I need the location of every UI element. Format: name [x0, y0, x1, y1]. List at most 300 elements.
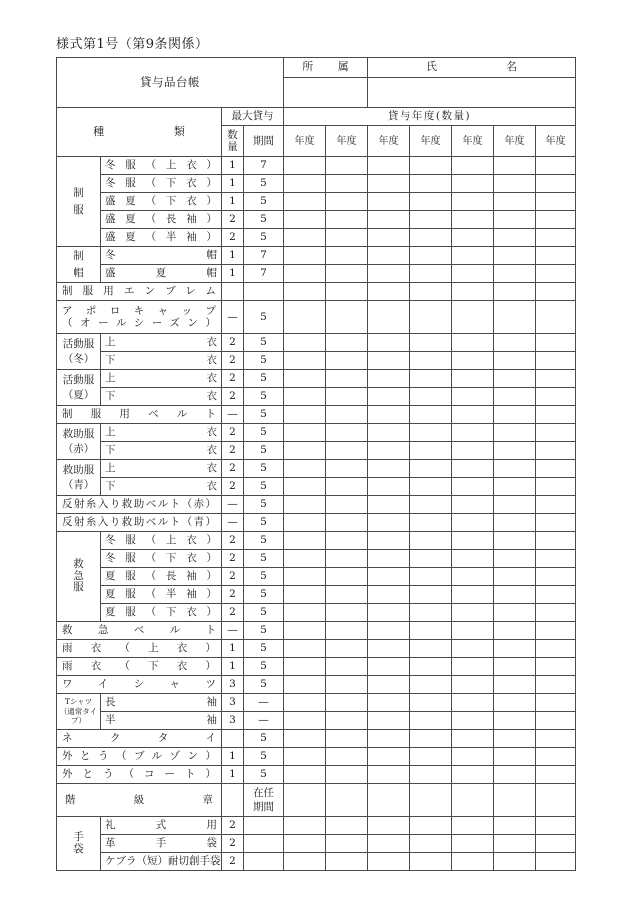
- year-entry-cell[interactable]: [326, 229, 368, 247]
- name-value-field[interactable]: [368, 78, 576, 108]
- year-entry-cell[interactable]: [284, 301, 326, 334]
- year-entry-cell[interactable]: [410, 658, 452, 676]
- quantity-text: 3: [229, 696, 236, 709]
- year-entry-cell[interactable]: [494, 550, 536, 568]
- year-entry-cell[interactable]: [410, 532, 452, 550]
- year-entry-cell[interactable]: [410, 712, 452, 730]
- year-entry-cell[interactable]: [368, 370, 410, 388]
- year-entry-cell[interactable]: [368, 853, 410, 871]
- year-entry-cell[interactable]: [410, 388, 452, 406]
- max-period-value: [244, 211, 284, 229]
- year-entry-cell[interactable]: [410, 283, 452, 301]
- year-entry-cell[interactable]: [326, 352, 368, 370]
- quantity-text: 2: [229, 372, 236, 385]
- year-entry-cell[interactable]: [452, 835, 494, 853]
- year-entry-cell[interactable]: [494, 175, 536, 193]
- year-entry-cell[interactable]: [284, 817, 326, 835]
- year-entry-cell[interactable]: [536, 532, 576, 550]
- item-name: [57, 514, 222, 532]
- item-name: [101, 853, 222, 871]
- quantity-text: —: [227, 624, 238, 637]
- year-entry-cell[interactable]: [284, 676, 326, 694]
- year-entry-cell[interactable]: [368, 175, 410, 193]
- year-entry-cell[interactable]: [410, 784, 452, 817]
- year-entry-cell[interactable]: [452, 370, 494, 388]
- year-entry-cell[interactable]: [410, 676, 452, 694]
- lending-year-label: 貸与年度(数量): [387, 110, 472, 123]
- item-name-text: 礼式用: [105, 819, 217, 832]
- year-entry-cell[interactable]: [368, 301, 410, 334]
- period-text: 5: [260, 231, 267, 244]
- year-entry-cell[interactable]: [536, 193, 576, 211]
- year-entry-cell[interactable]: [452, 442, 494, 460]
- item-name-text: 冬服（上衣）: [105, 534, 217, 547]
- year-entry-cell[interactable]: [536, 283, 576, 301]
- quantity-text: 3: [229, 714, 236, 727]
- year-entry-cell[interactable]: [368, 748, 410, 766]
- year-entry-cell[interactable]: [452, 424, 494, 442]
- year-entry-cell[interactable]: [284, 478, 326, 496]
- year-entry-cell[interactable]: [452, 748, 494, 766]
- year-entry-cell[interactable]: [536, 388, 576, 406]
- year-entry-cell[interactable]: [284, 193, 326, 211]
- year-entry-cell[interactable]: [326, 784, 368, 817]
- year-entry-cell[interactable]: [452, 766, 494, 784]
- year-entry-cell[interactable]: [326, 748, 368, 766]
- year-entry-cell[interactable]: [536, 730, 576, 748]
- year-entry-cell[interactable]: [326, 193, 368, 211]
- year-entry-cell[interactable]: [410, 406, 452, 424]
- year-entry-cell[interactable]: [494, 835, 536, 853]
- max-period-value: [244, 157, 284, 175]
- year-entry-cell[interactable]: [536, 568, 576, 586]
- year-entry-cell[interactable]: [536, 211, 576, 229]
- year-entry-cell[interactable]: [494, 622, 536, 640]
- year-entry-cell[interactable]: [284, 265, 326, 283]
- quantity-text: 1: [229, 267, 236, 280]
- year-entry-cell[interactable]: [452, 622, 494, 640]
- year-entry-cell[interactable]: [368, 586, 410, 604]
- year-entry-cell[interactable]: [284, 532, 326, 550]
- year-entry-cell[interactable]: [494, 388, 536, 406]
- year-entry-cell[interactable]: [410, 853, 452, 871]
- year-entry-cell[interactable]: [494, 247, 536, 265]
- year-entry-cell[interactable]: [368, 622, 410, 640]
- year-entry-cell[interactable]: [452, 460, 494, 478]
- year-entry-cell[interactable]: [368, 229, 410, 247]
- year-entry-cell[interactable]: [368, 265, 410, 283]
- year-entry-cell[interactable]: [410, 229, 452, 247]
- quantity-text: 2: [229, 336, 236, 349]
- year-entry-cell[interactable]: [452, 817, 494, 835]
- year-entry-cell[interactable]: [284, 229, 326, 247]
- year-entry-cell[interactable]: [536, 514, 576, 532]
- year-entry-cell[interactable]: [326, 640, 368, 658]
- year-entry-cell[interactable]: [284, 157, 326, 175]
- year-entry-cell[interactable]: [410, 622, 452, 640]
- year-entry-cell[interactable]: [326, 496, 368, 514]
- year-entry-cell[interactable]: [326, 301, 368, 334]
- year-entry-cell[interactable]: [326, 406, 368, 424]
- year-entry-cell[interactable]: [284, 640, 326, 658]
- year-entry-cell[interactable]: [536, 712, 576, 730]
- year-entry-cell[interactable]: [368, 283, 410, 301]
- year-entry-cell[interactable]: [368, 460, 410, 478]
- year-entry-cell[interactable]: [452, 211, 494, 229]
- year-entry-cell[interactable]: [452, 586, 494, 604]
- year-entry-cell[interactable]: [410, 265, 452, 283]
- year-entry-cell[interactable]: [326, 568, 368, 586]
- year-entry-cell[interactable]: [452, 640, 494, 658]
- year-entry-cell[interactable]: [410, 460, 452, 478]
- year-entry-cell[interactable]: [326, 658, 368, 676]
- year-entry-cell[interactable]: [494, 532, 536, 550]
- year-entry-cell[interactable]: [284, 784, 326, 817]
- year-entry-cell[interactable]: [326, 265, 368, 283]
- year-entry-cell[interactable]: [494, 640, 536, 658]
- year-entry-cell[interactable]: [536, 352, 576, 370]
- year-entry-cell[interactable]: [494, 766, 536, 784]
- year-entry-cell[interactable]: [326, 175, 368, 193]
- year-entry-cell[interactable]: [326, 835, 368, 853]
- year-entry-cell[interactable]: [410, 157, 452, 175]
- year-entry-cell[interactable]: [452, 532, 494, 550]
- year-entry-cell[interactable]: [494, 748, 536, 766]
- year-entry-cell[interactable]: [326, 604, 368, 622]
- year-entry-cell[interactable]: [536, 817, 576, 835]
- year-entry-cell[interactable]: [368, 496, 410, 514]
- year-entry-cell[interactable]: [284, 766, 326, 784]
- year-entry-cell[interactable]: [452, 712, 494, 730]
- year-entry-cell[interactable]: [326, 247, 368, 265]
- year-entry-cell[interactable]: [410, 442, 452, 460]
- year-entry-cell[interactable]: [368, 694, 410, 712]
- year-entry-cell[interactable]: [452, 334, 494, 352]
- year-entry-cell[interactable]: [284, 853, 326, 871]
- year-entry-cell[interactable]: [536, 835, 576, 853]
- year-entry-cell[interactable]: [536, 622, 576, 640]
- year-entry-cell[interactable]: [284, 175, 326, 193]
- year-entry-cell[interactable]: [536, 247, 576, 265]
- year-entry-cell[interactable]: [452, 604, 494, 622]
- year-entry-cell[interactable]: [368, 442, 410, 460]
- year-entry-cell[interactable]: [368, 658, 410, 676]
- year-entry-cell[interactable]: [494, 460, 536, 478]
- year-entry-cell[interactable]: [452, 352, 494, 370]
- year-entry-cell[interactable]: [326, 676, 368, 694]
- year-entry-cell[interactable]: [326, 514, 368, 532]
- year-entry-cell[interactable]: [326, 370, 368, 388]
- quantity-text: 1: [229, 642, 236, 655]
- year-entry-cell[interactable]: [410, 604, 452, 622]
- year-entry-cell[interactable]: [368, 352, 410, 370]
- item-name: [101, 388, 222, 406]
- year-entry-cell[interactable]: [410, 835, 452, 853]
- year-entry-cell[interactable]: [452, 283, 494, 301]
- year-entry-cell[interactable]: [368, 640, 410, 658]
- year-entry-cell[interactable]: [410, 640, 452, 658]
- year-entry-cell[interactable]: [368, 247, 410, 265]
- year-entry-cell[interactable]: [536, 301, 576, 334]
- year-entry-cell[interactable]: [284, 370, 326, 388]
- year-entry-cell[interactable]: [452, 676, 494, 694]
- year-entry-cell[interactable]: [326, 712, 368, 730]
- year-entry-cell[interactable]: [326, 283, 368, 301]
- max-quantity-value: [222, 568, 244, 586]
- year-entry-cell[interactable]: [452, 478, 494, 496]
- year-entry-cell[interactable]: [536, 586, 576, 604]
- year-entry-cell[interactable]: [410, 301, 452, 334]
- year-entry-cell[interactable]: [368, 211, 410, 229]
- year-entry-cell[interactable]: [536, 370, 576, 388]
- year-entry-cell[interactable]: [536, 460, 576, 478]
- year-entry-cell[interactable]: [368, 568, 410, 586]
- year-entry-cell[interactable]: [410, 478, 452, 496]
- max-period-value: [244, 301, 284, 334]
- year-entry-cell[interactable]: [536, 853, 576, 871]
- year-entry-cell[interactable]: [410, 496, 452, 514]
- year-entry-cell[interactable]: [284, 460, 326, 478]
- year-entry-cell[interactable]: [410, 370, 452, 388]
- year-label: 年度: [336, 135, 357, 147]
- year-entry-cell[interactable]: [284, 730, 326, 748]
- year-entry-cell[interactable]: [452, 568, 494, 586]
- item-name-text: 上衣: [105, 372, 217, 385]
- year-entry-cell[interactable]: [536, 265, 576, 283]
- year-entry-cell[interactable]: [452, 388, 494, 406]
- year-entry-cell[interactable]: [326, 550, 368, 568]
- year-entry-cell[interactable]: [536, 784, 576, 817]
- year-entry-cell[interactable]: [410, 586, 452, 604]
- year-entry-cell[interactable]: [494, 586, 536, 604]
- year-entry-cell[interactable]: [284, 835, 326, 853]
- year-entry-cell[interactable]: [494, 406, 536, 424]
- year-entry-cell[interactable]: [326, 694, 368, 712]
- table-row: [57, 175, 576, 193]
- year-entry-cell[interactable]: [326, 730, 368, 748]
- year-entry-cell[interactable]: [326, 211, 368, 229]
- year-entry-cell[interactable]: [368, 334, 410, 352]
- year-entry-cell[interactable]: [326, 586, 368, 604]
- year-entry-cell[interactable]: [494, 676, 536, 694]
- year-entry-cell[interactable]: [494, 478, 536, 496]
- year-entry-cell[interactable]: [284, 388, 326, 406]
- year-entry-cell[interactable]: [368, 766, 410, 784]
- year-entry-cell[interactable]: [284, 514, 326, 532]
- year-entry-cell[interactable]: [284, 622, 326, 640]
- year-entry-cell[interactable]: [536, 175, 576, 193]
- year-entry-cell[interactable]: [410, 730, 452, 748]
- year-entry-cell[interactable]: [494, 604, 536, 622]
- year-entry-cell[interactable]: [368, 388, 410, 406]
- year-entry-cell[interactable]: [368, 550, 410, 568]
- year-entry-cell[interactable]: [494, 301, 536, 334]
- year-entry-cell[interactable]: [326, 424, 368, 442]
- year-entry-cell[interactable]: [452, 229, 494, 247]
- year-entry-cell[interactable]: [494, 334, 536, 352]
- year-entry-cell[interactable]: [284, 586, 326, 604]
- year-entry-cell[interactable]: [284, 424, 326, 442]
- year-entry-cell[interactable]: [452, 406, 494, 424]
- year-entry-cell[interactable]: [368, 604, 410, 622]
- year-entry-cell[interactable]: [326, 817, 368, 835]
- year-entry-cell[interactable]: [284, 334, 326, 352]
- year-entry-cell[interactable]: [494, 424, 536, 442]
- year-entry-cell[interactable]: [410, 766, 452, 784]
- year-entry-cell[interactable]: [494, 352, 536, 370]
- year-entry-cell[interactable]: [494, 193, 536, 211]
- year-entry-cell[interactable]: [536, 658, 576, 676]
- year-entry-cell[interactable]: [494, 784, 536, 817]
- year-entry-cell[interactable]: [536, 694, 576, 712]
- year-entry-cell[interactable]: [494, 568, 536, 586]
- year-entry-cell[interactable]: [536, 478, 576, 496]
- year-entry-cell[interactable]: [410, 247, 452, 265]
- year-entry-cell[interactable]: [410, 514, 452, 532]
- year-entry-cell[interactable]: [536, 550, 576, 568]
- item-name-text: 革手袋: [105, 837, 217, 850]
- year-entry-cell[interactable]: [494, 514, 536, 532]
- year-entry-cell[interactable]: [368, 157, 410, 175]
- year-entry-cell[interactable]: [284, 604, 326, 622]
- year-entry-cell[interactable]: [284, 352, 326, 370]
- year-entry-cell[interactable]: [494, 817, 536, 835]
- year-entry-cell[interactable]: [410, 817, 452, 835]
- affiliation-value-field[interactable]: [284, 78, 368, 108]
- year-entry-cell[interactable]: [536, 604, 576, 622]
- year-entry-cell[interactable]: [326, 442, 368, 460]
- year-entry-cell[interactable]: [494, 712, 536, 730]
- year-entry-cell[interactable]: [284, 658, 326, 676]
- year-entry-cell[interactable]: [494, 730, 536, 748]
- year-entry-cell[interactable]: [410, 424, 452, 442]
- year-entry-cell[interactable]: [536, 640, 576, 658]
- year-entry-cell[interactable]: [368, 784, 410, 817]
- year-entry-cell[interactable]: [494, 229, 536, 247]
- year-entry-cell[interactable]: [368, 676, 410, 694]
- year-entry-cell[interactable]: [452, 247, 494, 265]
- year-entry-cell[interactable]: [452, 175, 494, 193]
- year-entry-cell[interactable]: [410, 193, 452, 211]
- year-entry-cell[interactable]: [494, 496, 536, 514]
- year-entry-cell[interactable]: [284, 748, 326, 766]
- year-entry-cell[interactable]: [494, 658, 536, 676]
- year-entry-cell[interactable]: [536, 442, 576, 460]
- year-entry-cell[interactable]: [452, 157, 494, 175]
- year-entry-cell[interactable]: [494, 370, 536, 388]
- year-entry-cell[interactable]: [284, 406, 326, 424]
- year-entry-cell[interactable]: [452, 550, 494, 568]
- year-entry-cell[interactable]: [494, 694, 536, 712]
- year-entry-cell[interactable]: [452, 496, 494, 514]
- year-entry-cell[interactable]: [368, 712, 410, 730]
- period-text: 5: [260, 750, 267, 763]
- year-entry-cell[interactable]: [326, 853, 368, 871]
- year-entry-cell[interactable]: [284, 712, 326, 730]
- year-entry-cell[interactable]: [284, 211, 326, 229]
- year-entry-cell[interactable]: [368, 514, 410, 532]
- year-entry-cell[interactable]: [494, 157, 536, 175]
- year-entry-cell[interactable]: [284, 247, 326, 265]
- year-entry-cell[interactable]: [452, 694, 494, 712]
- year-entry-cell[interactable]: [494, 853, 536, 871]
- year-entry-cell[interactable]: [284, 283, 326, 301]
- year-entry-cell[interactable]: [536, 676, 576, 694]
- year-entry-cell[interactable]: [410, 550, 452, 568]
- year-entry-cell[interactable]: [494, 442, 536, 460]
- year-entry-cell[interactable]: [410, 334, 452, 352]
- max-quantity-value: [222, 514, 244, 532]
- year-entry-cell[interactable]: [326, 478, 368, 496]
- year-entry-cell[interactable]: [452, 301, 494, 334]
- year-entry-cell[interactable]: [284, 442, 326, 460]
- year-entry-cell[interactable]: [284, 694, 326, 712]
- year-entry-cell[interactable]: [284, 550, 326, 568]
- item-name-text: ケブラ（短）耐切創手袋: [105, 855, 221, 868]
- year-entry-cell[interactable]: [326, 388, 368, 406]
- year-entry-cell[interactable]: [452, 853, 494, 871]
- year-entry-cell[interactable]: [368, 817, 410, 835]
- year-entry-cell[interactable]: [536, 229, 576, 247]
- year-entry-cell[interactable]: [326, 622, 368, 640]
- year-entry-cell[interactable]: [326, 334, 368, 352]
- year-entry-cell[interactable]: [452, 193, 494, 211]
- year-entry-cell[interactable]: [452, 730, 494, 748]
- year-entry-cell[interactable]: [368, 406, 410, 424]
- quantity-text: 2: [229, 534, 236, 547]
- year-entry-cell[interactable]: [326, 157, 368, 175]
- year-entry-cell[interactable]: [410, 211, 452, 229]
- year-entry-cell[interactable]: [536, 496, 576, 514]
- table-row: [57, 766, 576, 784]
- year-entry-cell[interactable]: [536, 157, 576, 175]
- item-name-text: 盛夏（長袖）: [105, 213, 217, 226]
- year-entry-cell[interactable]: [536, 766, 576, 784]
- year-entry-cell[interactable]: [536, 334, 576, 352]
- year-entry-cell[interactable]: [368, 193, 410, 211]
- year-entry-cell[interactable]: [368, 730, 410, 748]
- item-name-text: 下衣: [105, 444, 217, 457]
- year-entry-cell[interactable]: [452, 514, 494, 532]
- year-entry-cell[interactable]: [494, 265, 536, 283]
- year-entry-cell[interactable]: [326, 766, 368, 784]
- year-entry-cell[interactable]: [410, 694, 452, 712]
- year-entry-cell[interactable]: [326, 532, 368, 550]
- year-entry-cell[interactable]: [284, 496, 326, 514]
- year-entry-cell[interactable]: [284, 568, 326, 586]
- year-entry-cell[interactable]: [494, 211, 536, 229]
- year-entry-cell[interactable]: [536, 424, 576, 442]
- year-entry-cell[interactable]: [452, 265, 494, 283]
- year-entry-cell[interactable]: [536, 406, 576, 424]
- year-entry-cell[interactable]: [326, 460, 368, 478]
- year-entry-cell[interactable]: [494, 283, 536, 301]
- year-entry-cell[interactable]: [368, 424, 410, 442]
- header-row-category: [57, 108, 576, 126]
- year-entry-cell[interactable]: [452, 784, 494, 817]
- year-entry-cell[interactable]: [536, 748, 576, 766]
- year-entry-cell[interactable]: [368, 835, 410, 853]
- year-entry-cell[interactable]: [368, 478, 410, 496]
- year-entry-cell[interactable]: [368, 532, 410, 550]
- year-entry-cell[interactable]: [410, 748, 452, 766]
- year-entry-cell[interactable]: [452, 658, 494, 676]
- max-period-value: [244, 658, 284, 676]
- year-entry-cell[interactable]: [410, 568, 452, 586]
- year-entry-cell[interactable]: [410, 175, 452, 193]
- year-entry-cell[interactable]: [410, 352, 452, 370]
- table-row: [57, 247, 576, 265]
